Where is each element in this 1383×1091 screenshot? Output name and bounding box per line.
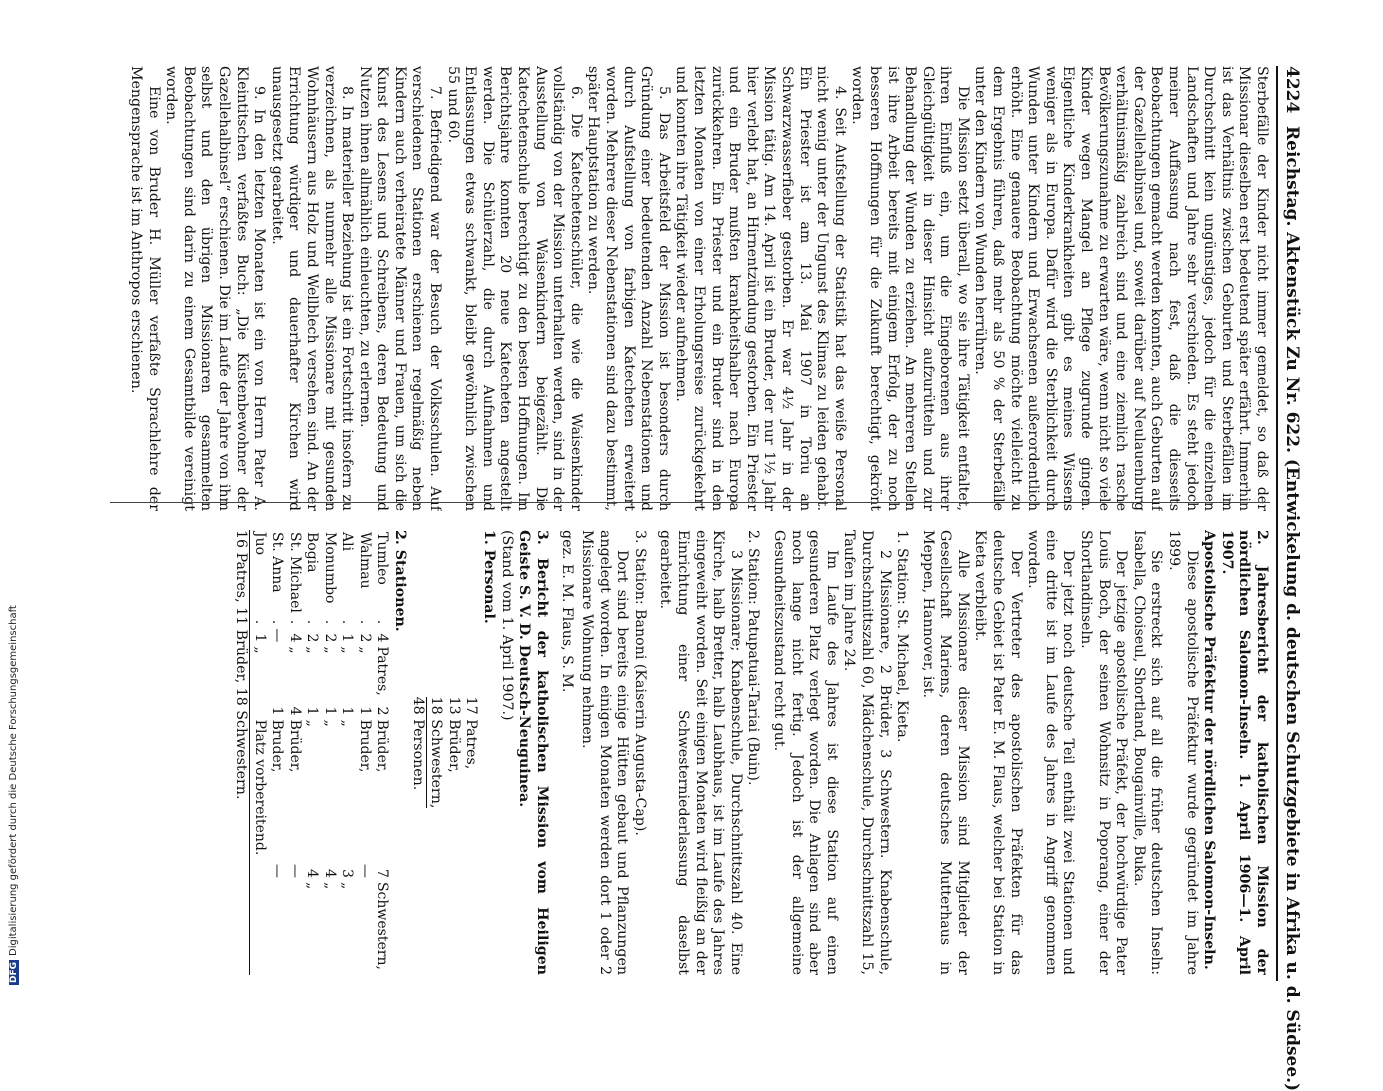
stations-total: 16 Patres, 11 Brüder, 18 Schwestern. — [232, 530, 251, 975]
left-paragraph: Die Mission setzt überall, wo sie ihre Tätigkeit entfaltet, ihren Einfluß ein, um die Eingeborenen aus ihrer Gleichgültigkeit in dieser Hinsicht aufzurütteln und zur Behandlung der Wunden zu erziehen. An mehreren Stellen ist ihre Arbeit bereits mit einigem Erfolg, der zu noch besseren Hoffnungen für die Zukunft berechtigt, gekrönt worden. — [849, 66, 971, 511]
personal-heading: 1. Personal. — [481, 530, 498, 624]
sidebar-credit — [8, 605, 19, 985]
station-cell: „ — [322, 881, 338, 890]
prefecture-paragraph: Sie erstreckt sich auf all die früher deutschen Inseln: Isabella, Choiseul, Shortland, Bougainville, Buka. — [1130, 530, 1165, 975]
prefecture-paragraph: Der jetzige apostolische Präfekt, der hochwürdige Pater Louis Boch, der seinen Wohnsitz in Poporang, einer der Shortlandinseln. — [1078, 530, 1130, 975]
station-cell: „ — [304, 719, 321, 727]
station-cell: St. Anna — [269, 532, 286, 593]
left-paragraph: 6. Die Katechetenschüler, die wie die Waisenkinder vollständig von der Mission unterhalten werden, sind in der Ausstellung von Waisenkindern beigezählt. Die Katechetenschule berechtigt zu den besten Hoffnungen. Im Berichtsjahre konnten 20 neue Katecheten angestellt werden. Die Schülerzahl, die durch Aufnahmen und Entlassungen etwas schwankt, bleibt gewöhnlich zwischen 55 und 60. — [444, 66, 584, 511]
station-cell: 1 — [339, 706, 356, 716]
page-number: 4224 — [1282, 66, 1302, 114]
station-cell: „ — [357, 646, 373, 654]
station-cell: Juo — [252, 532, 268, 556]
station-cell: 2 — [322, 633, 338, 643]
station-cell: 2 — [374, 706, 391, 716]
column-divider — [110, 502, 1270, 503]
station-cell: . — [287, 619, 303, 625]
prefecture-paragraph: Der Vertreter des apostolischen Präfekten für das deutsche Gebiet ist Pater E. M. Flaus, welcher bei Station in Kieta verbleibt. — [972, 530, 1024, 975]
station-row — [338, 530, 356, 975]
station-cell: 4 — [322, 869, 338, 878]
section-2-heading: 2. Jahresbericht der katholischen Mission der nördlichen Salomon-Inseln. 1. April 1906—1. April 1907. — [1218, 530, 1270, 975]
station-cell: 1 — [339, 633, 356, 643]
left-paragraph: Eine von Bruder H. Müller verfaßte Sprachlehre der Mengensprache ist im Anthropos erschienen. — [128, 66, 162, 511]
prefecture-heading: Apostolische Präfektur der nördlichen Salomon-Inseln. — [1201, 530, 1218, 970]
station-3-text: Dort sind bereits einige Hütten gebaut und Pflanzungen angelegt worden. In einigen Monaten werden dort 1 oder 2 Missionare Wohnung nehmen. — [579, 530, 631, 975]
station-row — [373, 530, 391, 975]
station-2-text: 3 Missionare; Knabenschule, Durchschnittszahl 40. Eine Kirche, halb Bretter, halb Laubhaus, ist im Laufe des Jahres eingeweiht worden. Seit einigen Monaten wird fleißig an der Einrichtung einer Schwesterniederlassung daselbst gearbeitet. — [657, 530, 744, 975]
station-cell: St. Michael — [287, 532, 303, 613]
station-cell — [268, 644, 286, 699]
station-cell: „ — [287, 646, 303, 654]
station-cell: Bogia — [304, 532, 321, 573]
station-cell: „ — [322, 646, 338, 654]
station-cell: „ — [339, 719, 356, 727]
station-row — [286, 530, 304, 975]
station-cell: 3 — [339, 869, 356, 878]
left-paragraph: 8. In materieller Beziehung ist ein Fortschritt insofern zu verzeichnen, als nunmehr alle Missionare mit gesunden Wohnhäusern aus Holz und Wellblech versehen sind. An der Errichtung würdiger und dauerhafter Kirchen wird unausgesetzt gearbeitet. — [268, 66, 356, 511]
station-cell: Brüder, — [374, 719, 391, 773]
station-cell: „ — [339, 646, 356, 654]
personal-line-brueder: 13 Brüder, — [445, 696, 462, 773]
station-cell: — — [287, 863, 303, 878]
station-cell — [251, 880, 269, 975]
personal-line-patres: 17 Patres, — [463, 696, 480, 770]
station-cell: 1 — [269, 706, 286, 716]
station-2-heading: 2. Station: Patupatuai-Tariai (Buin). — [745, 530, 762, 786]
left-paragraph: 9. In den letzten Monaten ist ein von Herrn Pater A. Kleintitschen verfaßtes Buch: „Die Küstenbewohner der Gazellehalbinsel“ erschienen. Die im Laufe der Jahre von ihm selbst und den übrigen Missionaren gesammelten Beobachtungen sind darin zu einem Gesamtbilde vereinigt worden. — [163, 66, 268, 511]
station-cell: 1 — [252, 633, 268, 643]
station-cell: Monumbo — [322, 532, 338, 604]
station-1-text: 2 Missionare, 2 Brüder, 3 Schwestern. Knabenschule, Durchschnittszahl 60, Mädchenschule, Durchschnittszahl 15, Taufen im Jahre 24. — [841, 530, 893, 975]
left-paragraph: Sterbefälle der Kinder nicht immer gemeldet, so daß der Missionar dieselben erst bedeutend später erfährt. Immerhin ist das Verhältnis zwischen Geburten und Sterbefällen im Durchschnitt kein ungünstiges, jedoch für die einzelnen Landschaften und Jahre sehr verschieden. Es steht jedoch meiner Auffassung nach fest, daß die diesseits Beobachtungen gemacht werden konnten, auch Geburten auf der Gazellehalbinsel und, soweit darüber auf Neulauenburg verhältnismäßig zahlreich sind und eine ziemlich rasche Bevölkerungszunahme zu erwarten wäre, wenn nicht so viele Kinder wegen Mangel an Pflege zugrunde gingen. Eigentliche Kinderkrankheiten gibt es meines Wissens weniger als in Europa. Dafür wird die Sterblichkeit durch Wunden unter Kindern und Erwachsenen außerordentlich erhöht. Eine genauere Beobachtung möchte vielleicht zu dem Ergebnis führen, daß mehr als 50 % der Sterbefälle unter den Kindern von Wunden herrühren. — [972, 66, 1270, 511]
stations-heading: 2. Stationen. — [392, 530, 409, 632]
station-row — [251, 530, 269, 975]
left-paragraph: 7. Befriedigend war der Besuch der Volksschulen. Auf verschiedenen Stationen erschienen regelmäßig neben Kindern auch verheiratete Männer und Frauen, um sich die Kunst des Lesens und Schreibens, deren Bedeutung und Nutzen ihnen allmählich einleuchten, zu erlernen. — [356, 66, 444, 511]
section-3-stand: (Stand vom 1. April 1907.) — [498, 530, 515, 721]
station-cell: . — [374, 619, 391, 625]
station-cell: . — [269, 619, 286, 625]
station-cell: . — [304, 619, 321, 625]
personal-line-schwestern: 18 Schwestern, — [428, 696, 445, 809]
station-cell: 1 — [322, 706, 338, 716]
station-cell: 7 — [374, 869, 391, 878]
station-1-text-2: Im Laufe des Jahres ist diese Station auf einen gesunderen Platz verlegt worden. Die Anlagen sind aber noch lange nicht fertig. Jedoch ist der allgemeine Gesundheitszustand recht gut. — [770, 530, 840, 975]
section-3-heading: 3. Bericht der katholischen Mission vom Heiligen Geiste S. V. D. Deutsch-Neuguinea. — [516, 530, 550, 975]
station-cell: . — [322, 619, 338, 625]
station-cell: 4 — [287, 633, 303, 643]
station-cell: 1 — [304, 706, 321, 716]
prefecture-paragraph: Der jetzt noch deutsche Teil enthält zwei Stationen und eine dritte ist im Laufe des Jahres in Angriff genommen worden. — [1025, 530, 1077, 975]
signature: gez. E. M. Flaus, S. M. — [559, 530, 576, 693]
station-cell: 4 — [287, 706, 303, 716]
station-cell: Ali — [339, 532, 356, 552]
station-cell: . — [339, 619, 356, 625]
station-cell: . — [357, 619, 373, 625]
header-rule — [1276, 66, 1278, 981]
station-cell: „ — [304, 646, 321, 654]
right-column — [120, 530, 1270, 975]
station-cell: „ — [322, 719, 338, 727]
station-cell: „ — [339, 881, 356, 890]
left-column — [120, 66, 1270, 511]
station-cell: . — [252, 619, 268, 625]
stations-table — [251, 530, 391, 975]
prefecture-paragraph: Diese apostolische Präfektur wurde gegründet im Jahre 1899. — [1166, 530, 1200, 975]
dfg-logo: DFG — [9, 961, 19, 983]
sidebar-credit-text: Digitalisierung gefördert durch die Deutsche Forschungsgemeinschaft — [8, 605, 19, 956]
station-3-heading: 3. Station: Banoni (Kaiserin Augusta-Cap). — [631, 530, 648, 836]
station-cell: „ — [304, 881, 321, 890]
station-cell: Tumleo — [374, 532, 391, 585]
page-title: Reichstag. Aktenstück Zu Nr. 622. (Entwickelung d. deutschen Schutzgebiete in Afrika u. d. Südsee.) — [1282, 126, 1302, 1091]
station-cell: 2 — [304, 633, 321, 643]
station-cell: Brüder, — [287, 719, 303, 773]
station-cell: 4 — [304, 869, 321, 878]
station-cell — [286, 880, 304, 975]
left-paragraph: 4. Seit Aufstellung der Statistik hat das weiße Personal nicht wenig unter der Ungunst des Klimas zu leiden gehabt. Ein Priester ist am 13. Mai 1907 in Toriu an Schwarzwasserfieber gestorben. Er war 4½ Jahr in der Mission tätig. Am 14. April ist ein Bruder, der nur 1½ Jahr hier verlebt hat, an Hirnentzündung gestorben. Ein Priester und ein Bruder mußten krankheitshalber nach Europa zurückkehren. Ein Priester und ein Bruder sind in den letzten Monaten von einer Erholungsreise zurückgekehrt und konnten ihre Tätigkeit wieder aufnehmen. — [673, 66, 848, 511]
station-cell: Patres, — [374, 646, 391, 696]
prefecture-paragraph: Alle Missionare dieser Mission sind Mitglieder der Gesellschaft Mariens, deren deutsches Mutterhaus in Meppen, Hannover, ist. — [919, 530, 971, 975]
station-cell: — — [357, 863, 373, 878]
page-header — [1276, 66, 1306, 1091]
station-row — [356, 530, 374, 975]
station-cell: Bruder, — [269, 719, 286, 773]
station-1-heading: 1. Station: St. Michael, Kieta. — [894, 530, 911, 743]
station-cell: 1 — [357, 706, 373, 716]
personal-total: 48 Personen. — [408, 697, 427, 809]
station-cell — [251, 700, 269, 718]
station-cell: Platz vorbereitend. — [252, 719, 268, 856]
station-row — [321, 530, 339, 975]
station-cell: 4 — [374, 633, 391, 643]
prefecture-paragraphs — [918, 530, 1200, 975]
station-cell: Schwestern, — [374, 881, 391, 970]
station-cell: — — [269, 628, 286, 643]
station-cell — [356, 880, 374, 975]
station-cell: — — [269, 863, 286, 878]
station-row — [303, 530, 321, 975]
station-cell — [268, 880, 286, 975]
personal-list — [408, 530, 479, 975]
station-cell — [251, 862, 269, 880]
station-cell: 2 — [357, 633, 373, 643]
station-row — [268, 530, 286, 975]
left-paragraph: 5. Das Arbeitsfeld der Mission ist besonders durch Gründung einer bedeutenden Anzahl Nebenstationen und durch Aufstellung von farbigen Katecheten erweitert worden. Mehrere dieser Nebenstationen sind dazu bestimmt, später Hauptstation zu werden. — [585, 66, 672, 511]
station-cell: Bruder, — [357, 719, 373, 773]
station-cell: „ — [252, 646, 268, 654]
rotated-document-page — [100, 0, 1320, 1091]
station-cell: Walmau — [357, 532, 373, 589]
